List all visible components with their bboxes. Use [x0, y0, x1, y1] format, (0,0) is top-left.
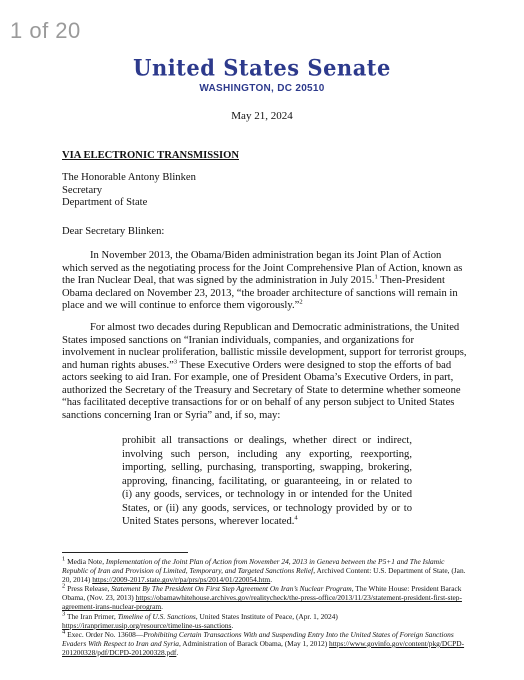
footnote-text: , Archived Content: U.S. Department of State, (Jan. 20, 2014): [62, 566, 466, 585]
footnote-number: 4: [62, 628, 66, 636]
letterhead: [0, 55, 524, 94]
footnote-number: 3: [62, 610, 66, 618]
page-counter: 1 of 20: [10, 18, 81, 43]
footnote-title: Prohibiting Certain Transactions With and Suspending Entry Into the United States of Foreign Sanctions Evaders With Respect to Iran and Syria: [62, 629, 454, 648]
salutation: Dear Secretary Blinken:: [62, 226, 165, 237]
block-quote-text: prohibit all transactions or dealings, whether direct or indirect, involving such person, including any exporting, reexporting, importing, selling, purchasing, transporting, swapping, brokering, approving, financing, facilitating, or guaranteeing, in or related to (i) any goods, services, or technology in or intended for the United States, or (ii) any goods, services, or technology provided by or to United States persons, wherever located.: [122, 435, 412, 527]
footnote-4: [62, 630, 472, 657]
footnote-title: Timeline of U.S. Sanctions: [117, 611, 196, 621]
footnotes: [62, 557, 472, 657]
footnote-number: 1: [62, 555, 66, 563]
footnote-text: .: [270, 575, 273, 585]
transmission-method: VIA ELECTRONIC TRANSMISSION: [62, 150, 239, 161]
paragraph-2: [62, 322, 468, 422]
letter-date: May 21, 2024: [231, 110, 293, 122]
footnote-ref-1[interactable]: 1: [374, 273, 378, 281]
block-quote: [122, 434, 412, 529]
footnote-text: Press Release,: [65, 584, 112, 594]
paragraph-1-text-a: In November 2013, the Obama/Biden administration began its Joint Plan of Action which served as the negotiating process for the Joint Comprehensive Plan of Action, known as the Iran Nuclear Deal, that was signed by the administration in July 2015.: [62, 250, 463, 286]
footnote-text: .: [161, 602, 164, 612]
footnote-text: Media Note,: [65, 557, 106, 566]
footnote-text: , Administration of Barack Obama, (May 1, 2012): [179, 638, 330, 648]
footnote-text: .: [176, 647, 179, 657]
senate-location: WASHINGTON, DC 20510: [199, 83, 325, 94]
footnote-2: [62, 584, 472, 611]
footnote-title: Implementation of the Joint Plan of Action from November 24, 2013 in Geneva between the P5+1 and The Islamic Republic of Iran and Provision of Limited, Temporary, and Targeted Sanctions Relief: [62, 557, 445, 576]
footnote-link[interactable]: https://iranprimer.usip.org/resource/timeline-us-sanctions: [62, 620, 232, 630]
footnote-link[interactable]: https://2009-2017.state.gov/r/pa/prs/ps/2014/01/220054.htm: [92, 575, 271, 585]
footnote-number: 2: [62, 582, 66, 590]
footnote-link[interactable]: https://www.govinfo.gov/content/pkg/DCPD-201200328/pdf/DCPD-201200328.pdf: [62, 638, 465, 657]
footnote-1: [62, 557, 472, 584]
paragraph-1: [62, 250, 468, 313]
senate-title: United States Senate: [133, 54, 391, 81]
footnote-text: , United States Institute of Peace, (Apr. 1, 2024): [195, 611, 338, 621]
footnote-ref-3[interactable]: 3: [173, 357, 178, 365]
footnote-text: , The White House: President Barack Obama, (Nov. 23, 2013): [62, 584, 462, 603]
addressee-title: Secretary: [62, 184, 102, 196]
addressee-name: The Honorable Antony Blinken: [62, 172, 196, 183]
footnote-text: Exec. Order No. 13608—: [65, 629, 144, 639]
footnote-text: The Iran Primer,: [65, 611, 118, 621]
paragraph-1-text-b: Then-President Obama declared on November 23, 2013, “the broader architecture of sanctions will remain in place and we will continue to enforce them vigorously.”: [62, 275, 458, 311]
addressee-department: Department of State: [62, 197, 148, 208]
paragraph-2-text-b: These Executive Orders were designed to stop the efforts of bad actors seeking to aid Iran. For example, one of President Obama’s Executive Orders, in part, authorized the Secretary of the Treasury and Secretary of State to determine whether someone “has facilitated deceptive transactions for or on behalf of any person subject to United States sanctions concerning Iran or Syria” and, if so, may:: [62, 359, 461, 421]
footnote-text: .: [231, 620, 234, 630]
footnote-ref-2[interactable]: 2: [299, 298, 303, 306]
footnote-ref-4[interactable]: 4: [294, 514, 298, 522]
footnote-divider: [62, 552, 188, 553]
footnote-title: Statement By The President On First Step Agreement On Iran’s Nuclear Program: [111, 584, 352, 594]
addressee-block: [62, 172, 468, 210]
footnote-3: [62, 612, 472, 630]
paragraph-2-text-a: For almost two decades during Republican and Democratic administrations, the United States imposed sanctions on “Iranian individuals, companies, and organizations for involvement in nuclear proliferation, ballistic missile development, support for terrorist groups, and human rights abuses.”: [62, 322, 467, 371]
footnote-link[interactable]: https://obamawhitehouse.archives.gov/realitycheck/the-press-office/2013/11/23/statement-president-first-step-agreement-irans-nuclear-program: [62, 593, 462, 612]
